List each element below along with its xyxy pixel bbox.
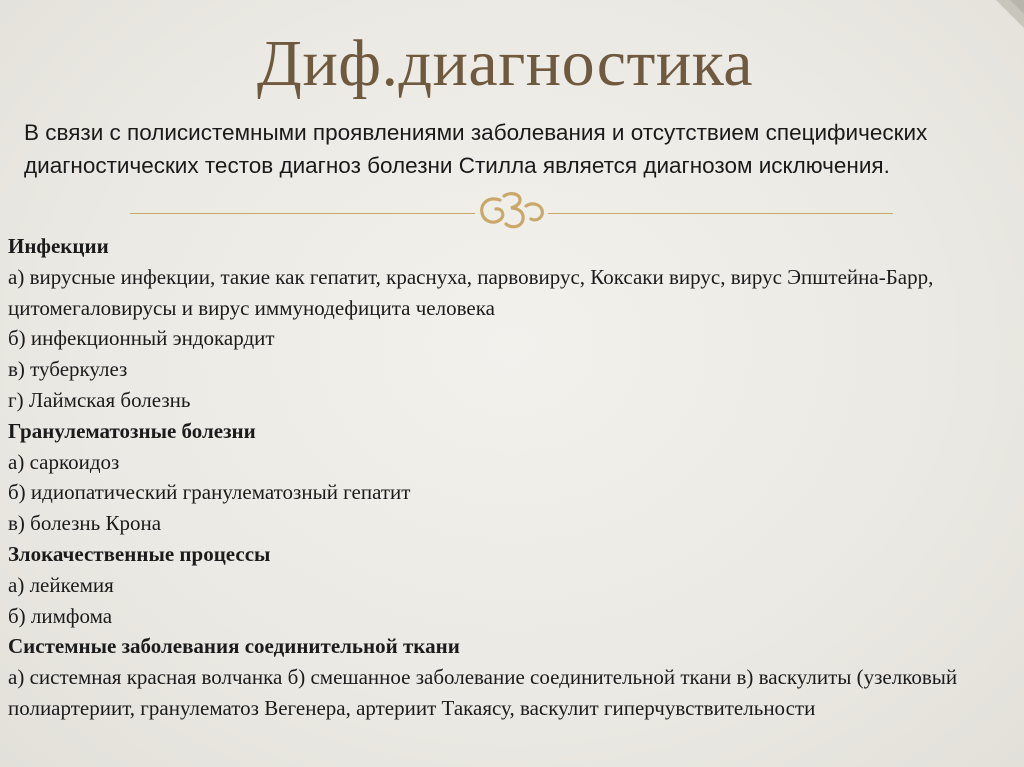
section-heading-malignant: Злокачественные процессы [8,541,271,566]
list-item: г) Лаймская болезнь [8,387,191,412]
page-corner-fold [1010,0,1024,14]
diff-diagnosis-list [8,231,1008,724]
list-item: а) лейкемия [8,572,114,597]
divider-line-right [548,213,893,214]
section-heading-connective-tissue: Системные заболевания соединительной ткани [8,634,460,659]
list-item: а) системная красная волчанка б) смешанное заболевание соединительной ткани в) васкулиты (узелковый полиартериит, гранулематоз Вегенера, артериит Такаясу, васкулит гиперчувствительности [8,665,958,720]
list-item: а) вирусные инфекции, такие как гепатит, краснуха, парвовирус, Коксаки вирус, вирус Эпштейна-Барр, цитомегаловирусы и вирус иммунодефицита человека [8,264,934,320]
gold-scroll-ornament-icon [474,186,550,236]
list-item: в) болезнь Крона [8,511,162,536]
section-heading-granulomatous: Гранулематозные болезни [8,418,256,443]
slide-title: Диф.диагностика [256,27,754,100]
list-item: в) туберкулез [8,357,128,382]
intro-paragraph: В связи с полисистемными проявлениями заболевания и отсутствием специфических диагностических тестов диагноз болезни Стилла является диагнозом исключения. [24,120,928,178]
list-item: б) инфекционный эндокардит [8,326,275,351]
divider-line-left [130,213,475,214]
list-item: а) саркоидоз [8,449,120,474]
section-heading-infections: Инфекции [8,234,109,258]
list-item: б) идиопатический гранулематозный гепатит [8,480,411,505]
list-item: б) лимфома [8,603,113,628]
